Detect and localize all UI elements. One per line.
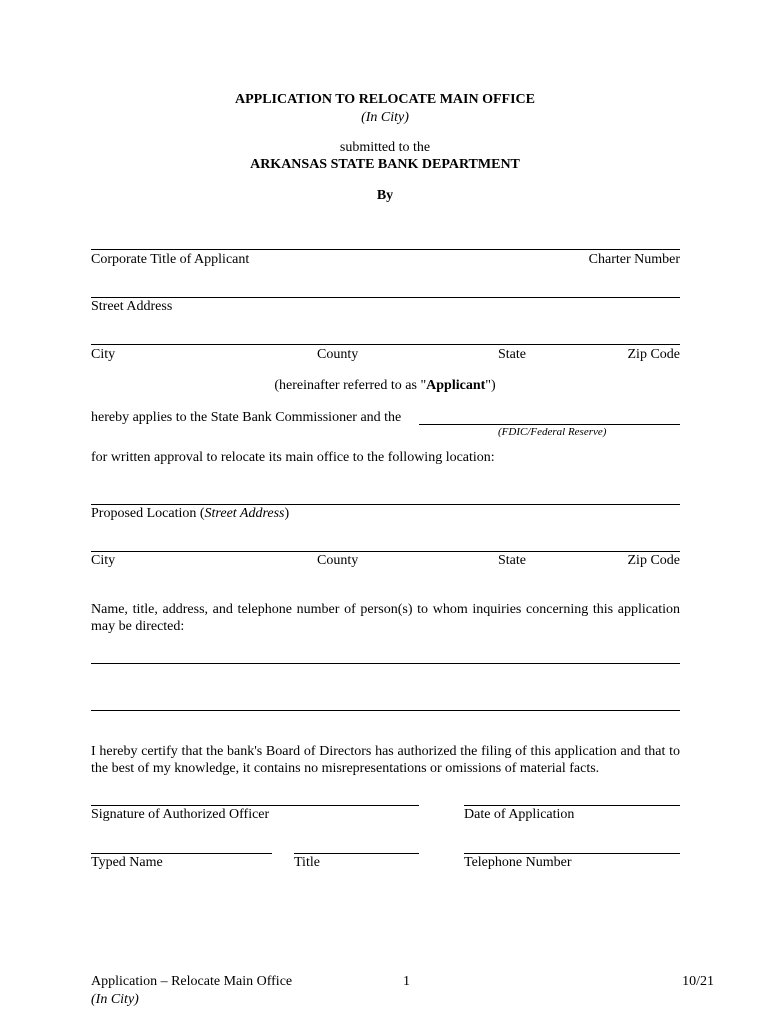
inquiries-text: Name, title, address, and telephone number of person(s) to whom inquiries concerning this application may be directed: — [91, 602, 680, 634]
proposed-city-label: City — [91, 553, 116, 568]
charter-number-label: Charter Number — [588, 252, 680, 267]
applies-text: hereby applies to the State Bank Commissioner and the — [91, 410, 402, 425]
signature-label: Signature of Authorized Officer — [91, 807, 270, 822]
date-label: Date of Application — [464, 807, 575, 822]
telephone-label: Telephone Number — [464, 855, 572, 870]
proposed-location-field[interactable] — [91, 504, 680, 505]
state-label: State — [498, 347, 526, 362]
date-field[interactable] — [464, 805, 680, 806]
referred-text: (hereinafter referred to as "Applicant") — [274, 378, 496, 393]
fdic-label: (FDIC/Federal Reserve) — [498, 426, 607, 438]
title-label: Title — [294, 855, 320, 870]
typed-name-label: Typed Name — [91, 855, 163, 870]
street-address-field[interactable] — [91, 297, 680, 298]
proposed-county-label: County — [317, 553, 359, 568]
street-address-label: Street Address — [91, 299, 173, 314]
title-field[interactable] — [294, 853, 419, 854]
inquiries-field-2[interactable] — [91, 710, 680, 711]
submitted-text: submitted to the — [339, 140, 431, 155]
footer-page-number: 1 — [403, 974, 410, 989]
county-label: County — [317, 347, 359, 362]
fdic-federal-reserve-field[interactable] — [419, 424, 680, 425]
proposed-location-label: Proposed Location (Street Address) — [91, 506, 290, 521]
signature-field[interactable] — [91, 805, 419, 806]
telephone-field[interactable] — [464, 853, 680, 854]
corporate-title-field[interactable] — [91, 249, 680, 250]
footer-form-name: Application – Relocate Main Office — [91, 974, 293, 989]
typed-name-field[interactable] — [91, 853, 272, 854]
inquiries-field-1[interactable] — [91, 663, 680, 664]
proposed-state-label: State — [498, 553, 526, 568]
footer-form-sub: (In City) — [91, 992, 139, 1007]
proposed-city-county-field[interactable] — [91, 551, 680, 552]
document-title: APPLICATION TO RELOCATE MAIN OFFICE — [235, 92, 535, 107]
zip-code-label: Zip Code — [627, 347, 680, 362]
certification-text: I hereby certify that the bank's Board of Directors has authorized the filing of this application and that to the best of my knowledge, it contains no misrepresentations or omissions of material facts. — [91, 744, 680, 776]
approval-text: for written approval to relocate its main office to the following location: — [91, 450, 495, 465]
footer-revision: 10/21 — [682, 974, 714, 989]
city-county-field[interactable] — [91, 344, 680, 345]
by-label: By — [376, 188, 394, 203]
department-name: ARKANSAS STATE BANK DEPARTMENT — [250, 157, 520, 172]
city-label: City — [91, 347, 116, 362]
document-subtitle: (In City) — [361, 110, 409, 125]
proposed-zip-code-label: Zip Code — [627, 553, 680, 568]
corporate-title-label: Corporate Title of Applicant — [91, 252, 250, 267]
